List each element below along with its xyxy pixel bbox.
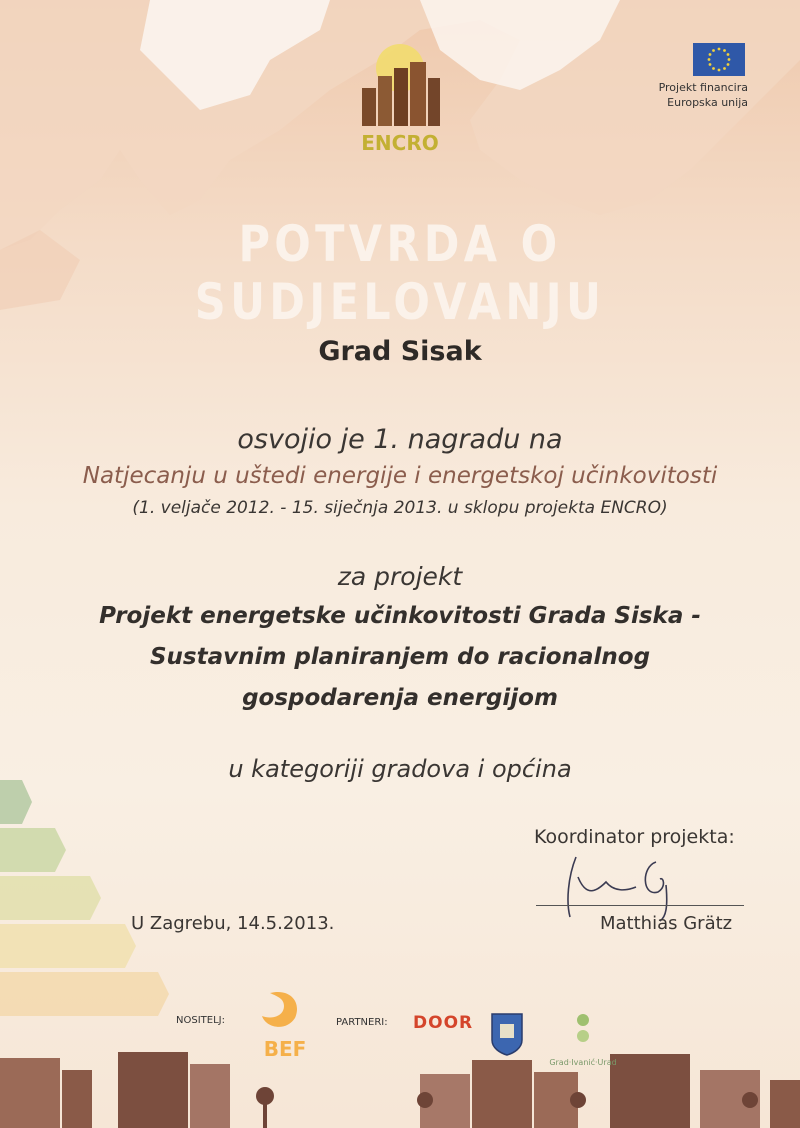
for-project-label: za projekt: [337, 562, 463, 591]
recipient-name: Grad Sisak: [318, 336, 482, 367]
project-title: Projekt energetske učinkovitosti Grada Siska - Sustavnim planiranjem do racionalnog gospodarenja energijom: [99, 603, 701, 711]
nositelj-label: NOSITELJ:: [176, 1015, 225, 1026]
city-skyline-graphic: [0, 1040, 800, 1128]
coordinator-label: Koordinator projekta:: [534, 826, 735, 848]
bef-logo: [250, 988, 320, 1066]
partneri-label: PARTNERI:: [336, 1017, 388, 1028]
encro-logo-text: ENCRO: [361, 131, 439, 155]
encro-logo: [350, 38, 450, 158]
competition-name: Natjecanju u uštedi energije i energetskoj učinkovitosti: [82, 463, 718, 489]
city-office-text: Grad·Ivanić·Urad: [549, 1058, 617, 1067]
energy-bars-graphic: [0, 780, 200, 1040]
award-line: osvojio je 1. nagradu na: [237, 424, 563, 455]
city-coat-of-arms-icon: [490, 1012, 524, 1056]
certificate-title: POTVRDA O SUDJELOVANJU: [194, 215, 606, 331]
door-logo: DOOR: [413, 1013, 474, 1033]
category-line: u kategoriji gradova i općina: [228, 755, 572, 783]
signature-image: [556, 847, 706, 922]
competition-period: (1. veljače 2012. - 15. siječnja 2013. u sklopu projekta ENCRO): [132, 498, 668, 518]
eu-flag-icon: [693, 43, 745, 76]
signature-line: [536, 905, 744, 906]
place-date: U Zagrebu, 14.5.2013.: [131, 913, 335, 934]
eu-funding-text: Projekt financira Europska unija: [658, 81, 748, 109]
bef-logo-text: BEF: [263, 1037, 307, 1061]
coordinator-name: Matthias Grätz: [600, 913, 733, 934]
